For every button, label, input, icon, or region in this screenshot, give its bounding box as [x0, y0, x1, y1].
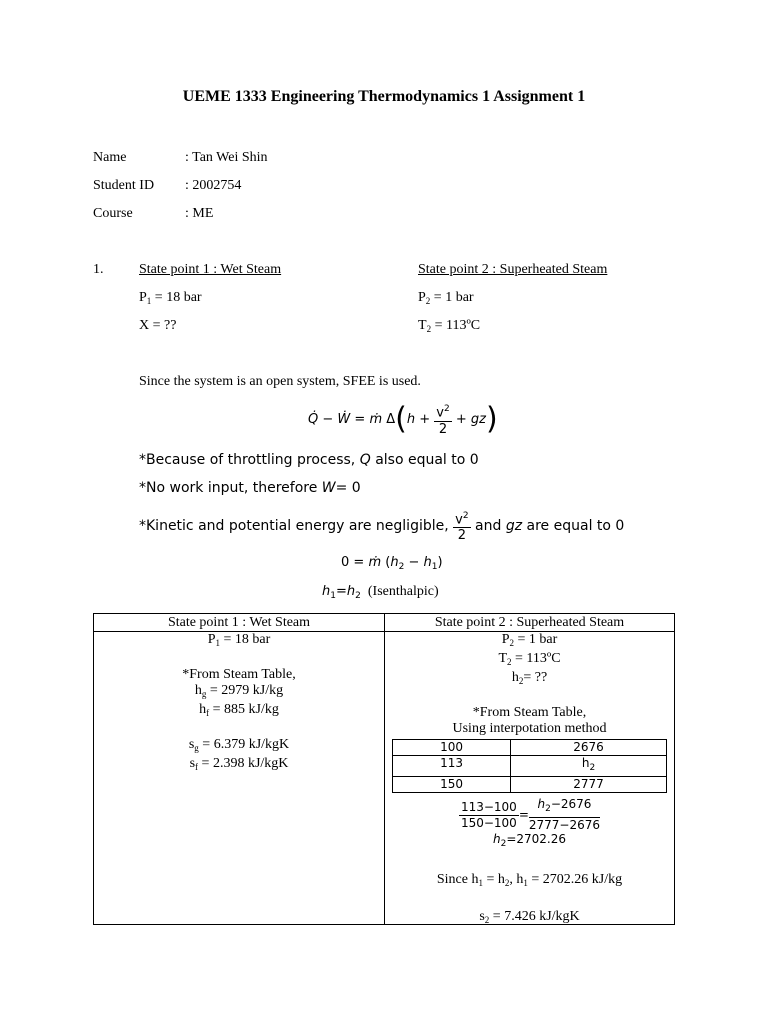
- p1-value: $P_1 = 18$ bar: [139, 290, 202, 306]
- t2-value: $T_2$ = 113ºC: [418, 318, 481, 334]
- interp-cell: 2777: [511, 777, 667, 793]
- h2-result: $h_2=2702.26$: [492, 832, 567, 849]
- since-statement: Since $h_1 = h_2$, $h_1 = 2702.26$ kJ/kg: [436, 872, 623, 888]
- p2-value: $P_2 = 1$ bar: [418, 290, 474, 306]
- table-p1: $P_1 = 18$ bar: [207, 632, 271, 648]
- interp-cell: 113: [393, 756, 511, 777]
- state-table: [93, 613, 675, 925]
- note-kinetic-potential: *Kinetic and potential energy are negligible, $\frac{v^2}{2}$ and gz are equal to 0: [139, 510, 625, 544]
- interp-cell: $h_2$: [511, 756, 667, 777]
- table-row: [393, 740, 667, 756]
- interpolation-equation: $\frac{113-100}{150-100}$ = $\frac{h_2-2676}{2777-2676}$: [460, 797, 601, 832]
- table-hg: $h_g = 2979$ kJ/kg: [194, 683, 284, 699]
- note-throttling: *Because of throttling process, Q also equal to 0: [139, 452, 479, 468]
- isenthalpic-equation: $h_1=h_2$ (Isenthalpic): [322, 584, 439, 601]
- energy-equation: 0 = ṁ $(h_2 - h_1)$: [341, 555, 443, 572]
- interpolation-table: [392, 739, 667, 793]
- x-value: X = ??: [139, 318, 177, 333]
- sfee-statement: Since the system is an open system, SFEE is used.: [139, 374, 421, 389]
- page-title: UEME 1333 Engineering Thermodynamics 1 Assignment 1: [182, 88, 586, 105]
- interp-cell: 2676: [511, 740, 667, 756]
- interp-cell: 150: [393, 777, 511, 793]
- sfee-equation: Q̇ − Ẇ = ṁ Δ(h + $\frac{v^2}{2}$ + gz): [308, 401, 498, 437]
- name-value: : Tan Wei Shin: [185, 150, 268, 165]
- state-1-cell: [94, 632, 385, 925]
- table-interpolation-method: Using interpotation method: [452, 721, 607, 736]
- table-hf: $h_f = 885$ kJ/kg: [199, 702, 279, 718]
- question-number: 1.: [93, 262, 104, 277]
- student-id-value: : 2002754: [185, 178, 242, 193]
- table-sf: $s_f = 2.398$ kJ/kgK: [189, 756, 289, 772]
- table-p2: $P_2 = 1$ bar: [501, 632, 558, 648]
- state-point-2-heading: State point 2 : Superheated Steam: [418, 262, 608, 277]
- table-s2: $s_2 = 7.426$ kJ/kgK: [479, 909, 580, 925]
- table-sg: $s_g = 6.379$ kJ/kgK: [188, 737, 290, 753]
- course-value: : ME: [185, 206, 214, 221]
- table-t2: $T_2$ = 113ºC: [498, 651, 561, 667]
- table-header-state-2: State point 2 : Superheated Steam: [385, 614, 675, 632]
- interp-cell: 100: [393, 740, 511, 756]
- state-2-cell: [385, 632, 675, 925]
- name-label: Name: [93, 150, 127, 165]
- student-id-label: Student ID: [93, 178, 155, 193]
- note-no-work: *No work input, therefore W= 0: [139, 480, 361, 496]
- table-steam-table-note-1: *From Steam Table,: [182, 667, 296, 682]
- table-row: [393, 756, 667, 777]
- table-row: [393, 777, 667, 793]
- table-header-state-1: State point 1 : Wet Steam: [94, 614, 385, 632]
- state-point-1-heading: State point 1 : Wet Steam: [139, 262, 282, 277]
- course-label: Course: [93, 206, 133, 221]
- table-steam-table-note-2: *From Steam Table,: [472, 705, 587, 720]
- table-h2: $h_2=$ ??: [511, 670, 548, 686]
